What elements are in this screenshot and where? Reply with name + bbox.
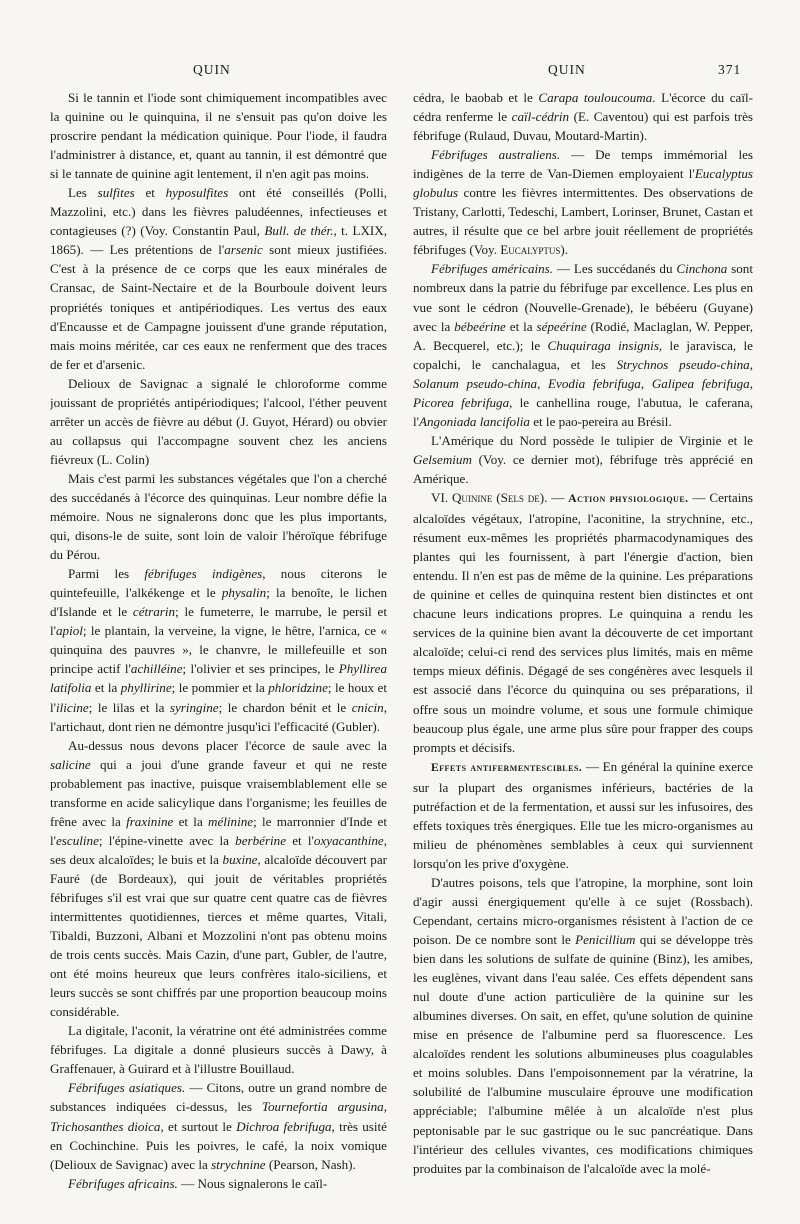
paragraph-action-physiologique: VI. Quinine (Sels de). — Action physiologique. — Certains alcaloïdes végétaux, l'atropine, l'aconitine, la strychnine, etc., résument eux-mêmes les propriétés pharmacodynamiques des plantes qui les fournissent, à part l'énergie d'action, bien entendu. Il n'en est pas de même de la quinine. Les préparations de quinine et celles de quinquina restent bien distinctes et ont chacune leurs indications propres. Le quinquina a rendu les services de la quinine bien avant la découverte de cet important alcaloïde; celui-ci rend des services plus limités, mais en même temps mieux définis. Dégagé de ses congénères avec lesquels il est associé dans l'écorce du quinquina ou ses préparations, il offre sous un moindre volume, et sous une formule chimique beaucoup plus égale, une arme plus sûre pour frapper des coups prompts et décisifs. [413, 489, 753, 755]
paragraph-ecorce-saule: Au-dessus nous devons placer l'écorce de saule avec la salicine qui a joui d'une grande faveur et qui ne reste probablement pas inactive, puisque vraisemblablement elle se transforme en acide salicylique dans l'organisme; les feuilles de frêne avec la fraxinine et la mélinine; le marronnier d'Inde et l'esculine; l'épine-vinette avec la berbérine et l'oxyacanthine, ses deux alcaloïdes; le buis et la buxine, alcaloïde découvert par Fauré (de Bordeaux), qui jouit de véritables propriétés fébrifuges s'il est vrai que sur quatre cent quatre cas de fièvres intermittentes quotidiennes, tierces et même quartes, Vitali, Tibaldi, Buzzoni, Albani et Mozzolini n'ont pas obtenu moins de trois cents succès. Mais Cazin, d'une part, Gubler, de l'autre, ont été moins heureux que leurs confrères italo-siciliens, et leurs succès se sont chiffrés par une proportion beaucoup moins considérable. [50, 737, 387, 1020]
paragraph-effets-antifermentescibles: Effets antifermentescibles. — En général la quinine exerce sur la plupart des organismes inférieurs, bactéries de la putréfaction et de la fermentation, et aussi sur les infusoires, des effets toxiques très énergiques. Elle tue les micro-organismes au milieu de phénomènes semblables à ceux qui surviennent lorsqu'on les prive d'oxygène. [413, 758, 753, 871]
page-number: 371 [718, 62, 742, 77]
paragraph-cail-cedra: cédra, le baobab et le Carapa touloucouma. L'écorce du caïl-cédra renferme le caïl-cédrin (E. Caventou) qui est parfois très fébrifuge (Rulaud, Duvau, Moutard-Martin). [413, 90, 753, 144]
paragraph-sulfites: Les sulfites et hyposulfites ont été conseillés (Polli, Mazzolini, etc.) dans les fièvres paludéennes, infectieuses et contagieuses (?) (Voy. Constantin Paul, Bull. de thér., t. LXIX, 1865). — Les prétentions de l'arsenic sont mieux justifiées. C'est à la présence de ce corps que les eaux minérales de Cransac, de Saint-Nectaire et de la Bourboule doivent leurs propriétés toniques et antipériodiques. Les vertus des eaux d'Encausse et de Campagne jouissent d'une grande réputation, mais moins méritée, car ces eaux ne renferment que des traces de fer et d'arsenic. [50, 185, 387, 372]
header-right-title: QUIN [548, 62, 586, 77]
left-column [50, 88, 387, 1206]
paragraph-febrifuges-indigenes: Parmi les fébrifuges indigènes, nous citerons le quintefeuille, l'alkékenge et le physalin; la benoîte, le lichen d'Islande et le cétrarin; le fumeterre, le marrube, le persil et l'apiol; le plantain, la verveine, la vigne, le hêtre, l'arnica, ce « quinquina des pauvres », le chanvre, le millefeuille et son principe actif l'achilléine; l'olivier et ses principes, le Phyllirea latifolia et la phyllirine; le pommier et la phloridzine; le houx et l'ilicine; le lilas et la syringine; le chardon bénit et le cnicin, l'artichaut, dont rien ne démontre jusqu'ici l'efficacité (Gubler). [50, 566, 387, 734]
running-header [0, 56, 800, 80]
paragraph-febrifuges-asiatiques: Fébrifuges asiatiques. — Citons, outre un grand nombre de substances indiquées ci-dessus, les Tournefortia argusina, Trichosanthes dioica, et surtout le Dichroa febrifuga, très usité en Cochinchine. Puis les poivres, le café, la noix vomique (Delioux de Savignac) avec la strychnine (Pearson, Nash). [50, 1080, 387, 1172]
section-heading-effets-antifermentescibles: Effets antifermentescibles. [431, 761, 583, 774]
paragraph-febrifuges-africains: Fébrifuges africains. — Nous signalerons le caïl- [68, 1175, 328, 1191]
right-column [413, 88, 753, 1206]
paragraph-febrifuges-australiens: Fébrifuges australiens. — De temps immémorial les indigènes de la terre de Van-Diemen employaient l'Eucalyptus globulus contre les fièvres intermittentes. Des observations de Tristany, Carlotti, Tedeschi, Lambert, Lorinser, Brunet, Castan et autres, il résulte que ce bel arbre jouit réellement de propriétés fébrifuges (Voy. Eucalyptus). [413, 147, 753, 258]
paragraph-autres-poisons: D'autres poisons, tels que l'atropine, la morphine, sont loin d'agir aussi énergiquement qu'elle à ce sujet (Rossbach). Cependant, certains micro-organismes résistent à l'action de ce poison. De ce nombre sont le Penicillium qui se développe très bien dans les solutions de sulfate de quinine (Binz), les amibes, les euglènes, vivant dans l'eau salée. Ces effets dépendent sans nul doute d'une action particulière de la quinine sur les albumines diverses. On sait, en effet, qu'une solution de quinine mise en présence de l'albumine perd sa fluorescence. Les alcaloïdes rendent les solutions albumineuses plus coagulables et moins solubles. Dans l'empoisonnement par la vératrine, la solubilité de l'albumine musculaire éprouve une modification appréciable; l'albumine mêlée à un alcaloïde n'est plus peptonisable par le suc gastrique ou le suc pancréatique. Dans l'intérieur des cellules vivantes, ces modifications chimiques produites par la combinaison de l'alcaloïde avec la molé- [413, 874, 753, 1176]
header-left-title: QUIN [193, 62, 231, 77]
paragraph-amerique-nord: L'Amérique du Nord possède le tulipier de Virginie et le Gelsemium (Voy. ce dernier mot), fébrifuge très apprécié en Amérique. [413, 432, 753, 486]
paragraph-chloroforme: Delioux de Savignac a signalé le chloroforme comme jouissant de propriétés antipériodiques; l'alcool, l'éther peuvent arrêter un accès de fièvre au début (J. Guyot, Hérard) ou obvier au collapsus qui l'accompagne souvent chez les anciens fiévreux (L. Colin) [50, 375, 387, 467]
section-heading-action-physiologique: Action physiologique. [568, 492, 689, 505]
paragraph-tannin-iode: Si le tannin et l'iode sont chimiquement incompatibles avec la quinine ou le quinquina, il ne s'ensuit pas qu'on doive les proscrire pendant la médication quinique. Pour l'iode, il faudra l'administrer à distance, et, quant au tannin, il est démontré que si le tannate de quinine agit lentement, il n'en agit pas moins. [50, 90, 387, 182]
paragraph-febrifuges-americains: Fébrifuges américains. — Les succédanés du Cinchona sont nombreux dans la patrie du fébrifuge par excellence. Les plus en vue sont le cédron (Nouvelle-Grenade), le bébéeru (Guyane) avec la bébeérine et la sépeérine (Rodié, Maclaglan, W. Pepper, A. Becquerel, etc.); le Chuquiraga insignis, le jaravisca, le copalchi, le canchalagua, et les Strychnos pseudo-china, Solanum pseudo-china, Evodia febrifuga, Galipea febrifuga, Picorea febrifuga, le canhellina rouge, l'abutua, le caferana, l'Angoniada lancifolia et le pao-pereira au Brésil. [413, 261, 753, 429]
paragraph-digitale: La digitale, l'aconit, la vératrine ont été administrées comme fébrifuges. La digitale a donné plusieurs succès à Dawy, à Graffenauer, à Guirard et à l'illustre Bouillaud. [50, 1023, 387, 1077]
paragraph-substances-vegetales: Mais c'est parmi les substances végétales que l'on a cherché des succédanés à l'écorce des quinquinas. Leur nombre défie la mémoire. Nous ne signalerons donc que les plus importants, qui, disons-le de suite, sont loin de valoir l'héroïque fébrifuge du Pérou. [50, 470, 387, 563]
